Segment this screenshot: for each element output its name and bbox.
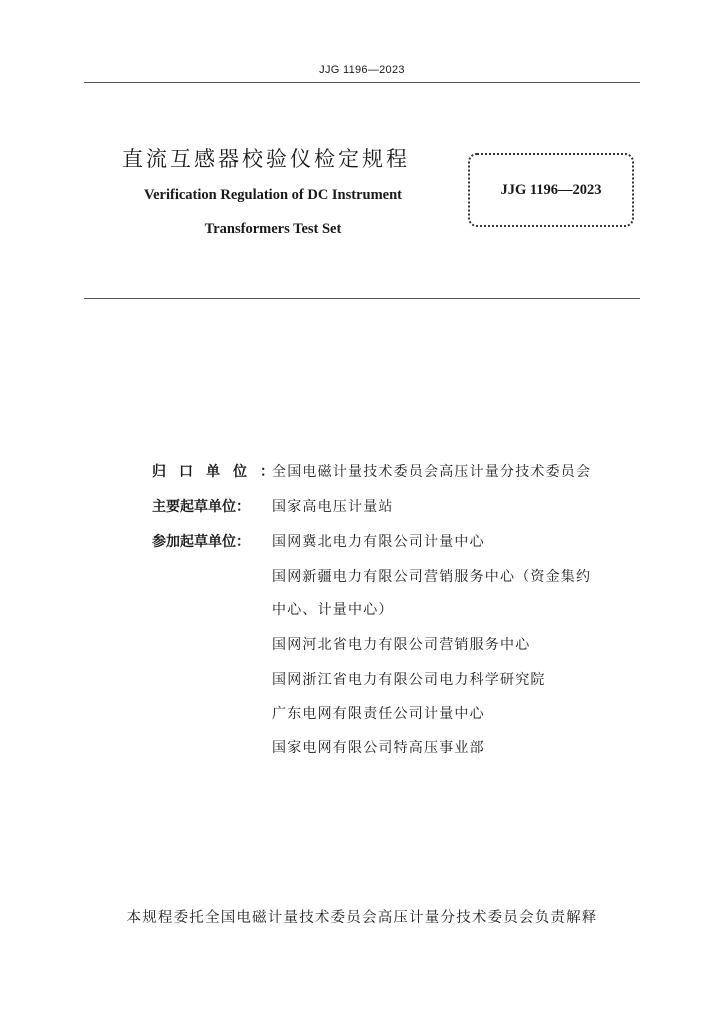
standard-code-box-text: JJG 1196—2023 (500, 181, 602, 198)
responsible-unit-colon: ： (260, 464, 274, 480)
interpretation-note: 本规程委托全国电磁计量技术委员会高压计量分技术委员会负责解释 (126, 910, 598, 926)
title-english-line1: Verification Regulation of DC Instrument (143, 187, 403, 203)
participant-item: 国网河北省电力有限公司营销服务中心 (272, 637, 531, 653)
participant-item: 国网新疆电力有限公司营销服务中心（资金集约 (272, 569, 592, 585)
main-drafter-value: 国家高电压计量站 (272, 499, 394, 515)
participant-item: 广东电网有限责任公司计量中心 (272, 706, 485, 722)
participants-label: 参加起草单位： (152, 534, 250, 550)
participant-item: 国家电网有限公司特高压事业部 (272, 740, 485, 756)
title-english-line2: Transformers Test Set (204, 221, 342, 237)
participant-item-continuation: 中心、计量中心） (272, 602, 394, 618)
responsible-unit-value: 全国电磁计量技术委员会高压计量分技术委员会 (272, 464, 592, 480)
header-standard-code: JJG 1196—2023 (319, 64, 405, 76)
participant-item: 国网浙江省电力有限公司电力科学研究院 (272, 672, 546, 688)
responsible-unit-label: 归口单位： (152, 464, 274, 480)
participant-item: 国网冀北电力有限公司计量中心 (272, 534, 485, 550)
main-drafter-label: 主要起草单位： (152, 499, 250, 515)
title-divider (84, 298, 640, 299)
header-divider (84, 82, 640, 83)
title-chinese: 直流互感器校验仪检定规程 (122, 147, 410, 171)
